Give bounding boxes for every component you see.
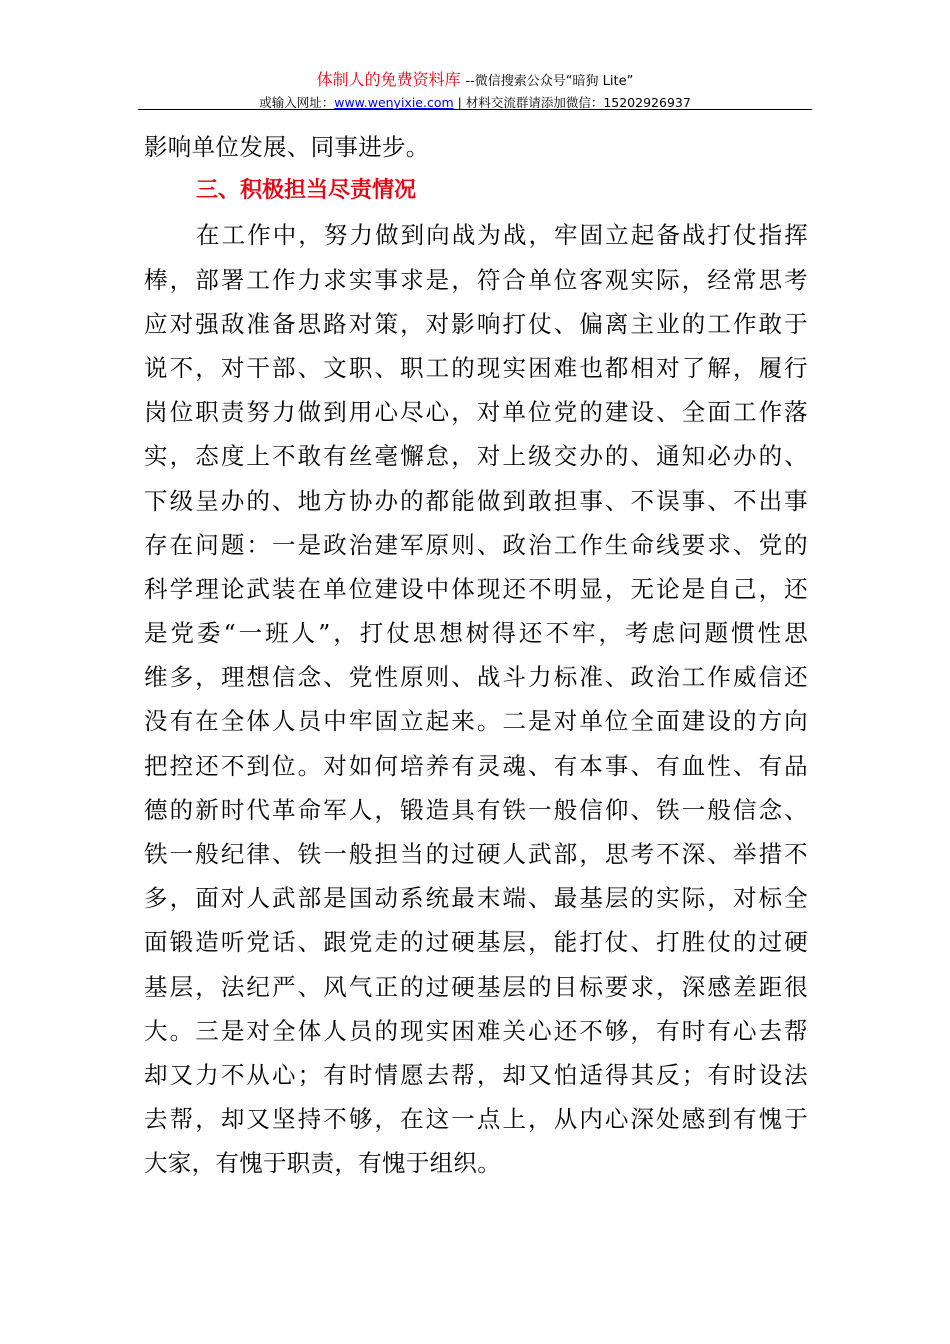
document-body bbox=[144, 125, 808, 1186]
paragraph-line: 把控还不到位。对如何培养有灵魂、有本事、有血性、有品 bbox=[144, 751, 808, 780]
paragraph-line: 没有在全体人员中牢固立起来。二是对单位全面建设的方向 bbox=[144, 707, 808, 736]
paragraph-line: 多，面对人武部是国动系统最末端、最基层的实际，对标全 bbox=[144, 884, 808, 913]
paragraph-line: 是党委“一班人”，打仗思想树得还不牢，考虑问题惯性思 bbox=[144, 619, 808, 648]
paragraph-line: 却又力不从心；有时情愿去帮，却又怕适得其反；有时设法 bbox=[144, 1060, 808, 1089]
header-contact: | 材料交流群请添加微信：15202926937 bbox=[453, 95, 691, 110]
page-header bbox=[138, 70, 812, 112]
header-url-prefix: 或输入网址： bbox=[259, 95, 335, 110]
paragraph-line: 去帮，却又坚持不够，在这一点上，从内心深处感到有愧于 bbox=[144, 1105, 808, 1134]
section-paragraph bbox=[144, 213, 808, 1185]
paragraph-line: 说不，对干部、文职、职工的现实困难也都相对了解，履行 bbox=[144, 353, 808, 382]
header-brand: 体制人的免费资料库 bbox=[316, 70, 461, 89]
header-url-link[interactable]: www.wenyixie.com bbox=[334, 95, 454, 110]
paragraph-line: 面锻造听党话、跟党走的过硬基层，能打仗、打胜仗的过硬 bbox=[144, 928, 808, 957]
paragraph-line: 基层，法纪严、风气正的过硬基层的目标要求，深感差距很 bbox=[144, 972, 808, 1001]
paragraph-line: 应对强敌准备思路对策，对影响打仗、偏离主业的工作敢于 bbox=[144, 309, 808, 338]
section-heading: 三、积极担当尽责情况 bbox=[196, 178, 417, 204]
paragraph-line: 科学理论武装在单位建设中体现还不明显，无论是自己，还 bbox=[144, 574, 808, 603]
paragraph-line: 岗位职责努力做到用心尽心，对单位党的建设、全面工作落 bbox=[144, 398, 808, 427]
paragraph-line: 存在问题：一是政治建军原则、政治工作生命线要求、党的 bbox=[144, 530, 808, 559]
paragraph-line: 大。三是对全体人员的现实困难关心还不够，有时有心去帮 bbox=[144, 1016, 808, 1045]
paragraph-line: 大家，有愧于职责，有愧于组织。 bbox=[144, 1149, 501, 1178]
paragraph-continuation: 影响单位发展、同事进步。 bbox=[144, 133, 430, 161]
header-title-line bbox=[138, 70, 812, 92]
paragraph-line: 维多，理想信念、党性原则、战斗力标准、政治工作威信还 bbox=[144, 663, 808, 692]
header-tagline: --微信搜索公众号“暗狗 Lite” bbox=[465, 74, 634, 89]
paragraph-line: 德的新时代革命军人，锻造具有铁一般信仰、铁一般信念、 bbox=[144, 795, 808, 824]
paragraph-line: 在工作中，努力做到向战为战，牢固立起备战打仗指挥 bbox=[196, 221, 808, 250]
header-divider bbox=[138, 109, 812, 110]
paragraph-line: 棒，部署工作力求实事求是，符合单位客观实际，经常思考 bbox=[144, 265, 808, 294]
paragraph-line: 实，态度上不敢有丝毫懈怠，对上级交办的、通知必办的、 bbox=[144, 442, 808, 471]
paragraph-line: 铁一般纪律、铁一般担当的过硬人武部，思考不深、举措不 bbox=[144, 840, 808, 868]
paragraph-line: 下级呈办的、地方协办的都能做到敢担事、不误事、不出事 bbox=[144, 486, 808, 515]
